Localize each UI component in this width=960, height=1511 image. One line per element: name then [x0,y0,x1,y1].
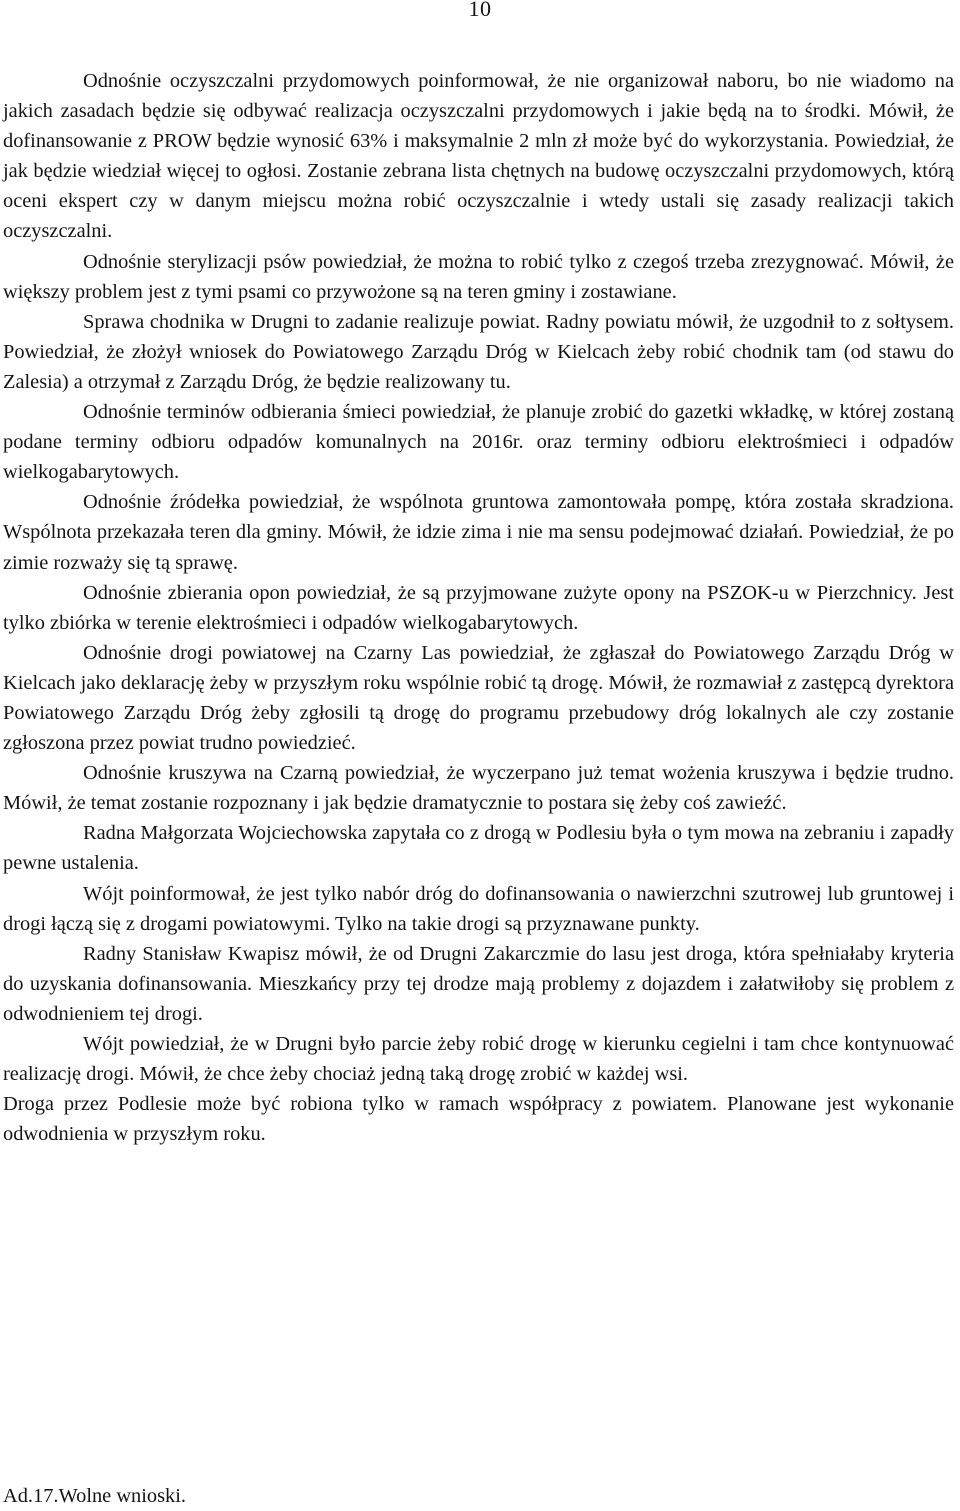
paragraph-councilor-kwapisz: Radny Stanisław Kwapisz mówił, że od Drugni Zakarczmie do lasu jest droga, która spełniałaby kryteria do uzyskania dofinansowania. Mieszkańcy przy tej drodze mają problemy z dojazdem i załatwiłoby się problem z odwodnieniem tej drogi. [3,942,954,1025]
agenda-item-heading: Ad.17.Wolne wnioski. [3,1485,186,1507]
paragraph-septic-tanks: Odnośnie oczyszczalni przydomowych poinformował, że nie organizował naboru, bo nie wiadomo na jakich zasadach będzie się odbywać realizacja oczyszczalni przydomowych i jakie będą na to środki. Mówił, że dofinansowanie z PROW będzie wynosić 63% i maksymalnie 2 mln zł może być do wykorzystania. Powiedział, że jak będzie wiedział więcej to ogłosi. Zostanie zebrana lista chętnych na budowę oczyszczalni przydomowych, którą oceni ekspert czy w danym miejscu można robić oczyszczalnie i wtedy ustali się zasady realizacji takich oczyszczalni. [3,70,954,243]
paragraph-dog-sterilization: Odnośnie sterylizacji psów powiedział, że można to robić tylko z czegoś trzeba zrezygnować. Mówił, że większy problem jest z tymi psami co przywożone są na teren gminy i zostawiane. [3,250,954,303]
document-body [3,66,954,1149]
paragraph-councilor-question-podlesie: Radna Małgorzata Wojciechowska zapytała co z drogą w Podlesiu była o tym mowa na zebraniu i zapadły pewne ustalenia. [3,822,954,875]
paragraph-waste-collection: Odnośnie terminów odbierania śmieci powiedział, że planuje zrobić do gazetki wkładkę, w której zostaną podane terminy odbioru odpadów komunalnych na 2016r. oraz terminy odbioru elektrośmieci i odpadów wielkogabarytowych. [3,401,954,484]
paragraph-mayor-road-funding: Wójt poinformował, że jest tylko nabór dróg do dofinansowania o nawierzchni szutrowej lub gruntowej i drogi łączą się z drogami powiatowymi. Tylko na takie drogi są przyznawane punkty. [3,882,954,935]
page-number: 10 [468,0,492,21]
paragraph-podlesie-road: Droga przez Podlesie może być robiona tylko w ramach współpracy z powiatem. Planowane jest wykonanie odwodnienia w przyszłym roku. [3,1093,954,1146]
paragraph-county-road-czarny-las: Odnośnie drogi powiatowej na Czarny Las powiedział, że zgłaszał do Powiatowego Zarządu Dróg w Kielcach jako deklarację żeby w przyszłym roku wspólnie robić tą drogę. Mówił, że rozmawiał z zastępcą dyrektora Powiatowego Zarządu Dróg żeby zgłosili tą drogę do programu przebudowy dróg lokalnych ale czy zostanie zgłoszona przez powiat trudno powiedzieć. [3,641,954,755]
paragraph-aggregate-czarna: Odnośnie kruszywa na Czarną powiedział, że wyczerpano już temat wożenia kruszywa i będzie trudno. Mówił, że temat zostanie rozpoznany i jak będzie dramatycznie to postara się żeby coś zawieźć. [3,762,954,815]
paragraph-spring-pump: Odnośnie źródełka powiedział, że wspólnota gruntowa zamontowała pompę, która została skradziona. Wspólnota przekazała teren dla gminy. Mówił, że idzie zima i nie ma sensu podejmować działań. Powiedział, że po zimie rozważy się tą sprawę. [3,491,954,574]
paragraph-sidewalk-drugnia: Sprawa chodnika w Drugni to zadanie realizuje powiat. Radny powiatu mówił, że uzgodnił to z sołtysem. Powiedział, że złożył wniosek do Powiatowego Zarządu Dróg w Kielcach żeby robić chodnik tam (od stawu do Zalesia) a otrzymał z Zarządu Dróg, że będzie realizowany tu. [3,310,954,393]
paragraph-mayor-drugnia-road: Wójt powiedział, że w Drugni było parcie żeby robić drogę w kierunku cegielni i tam chce kontynuować realizację drogi. Mówił, że chce żeby chociaż jedną taką drogę zrobić w każdej wsi. [3,1033,954,1086]
paragraph-tire-collection: Odnośnie zbierania opon powiedział, że są przyjmowane zużyte opony na PSZOK-u w Pierzchnicy. Jest tylko zbiórka w terenie elektrośmieci i odpadów wielkogabarytowych. [3,581,954,634]
